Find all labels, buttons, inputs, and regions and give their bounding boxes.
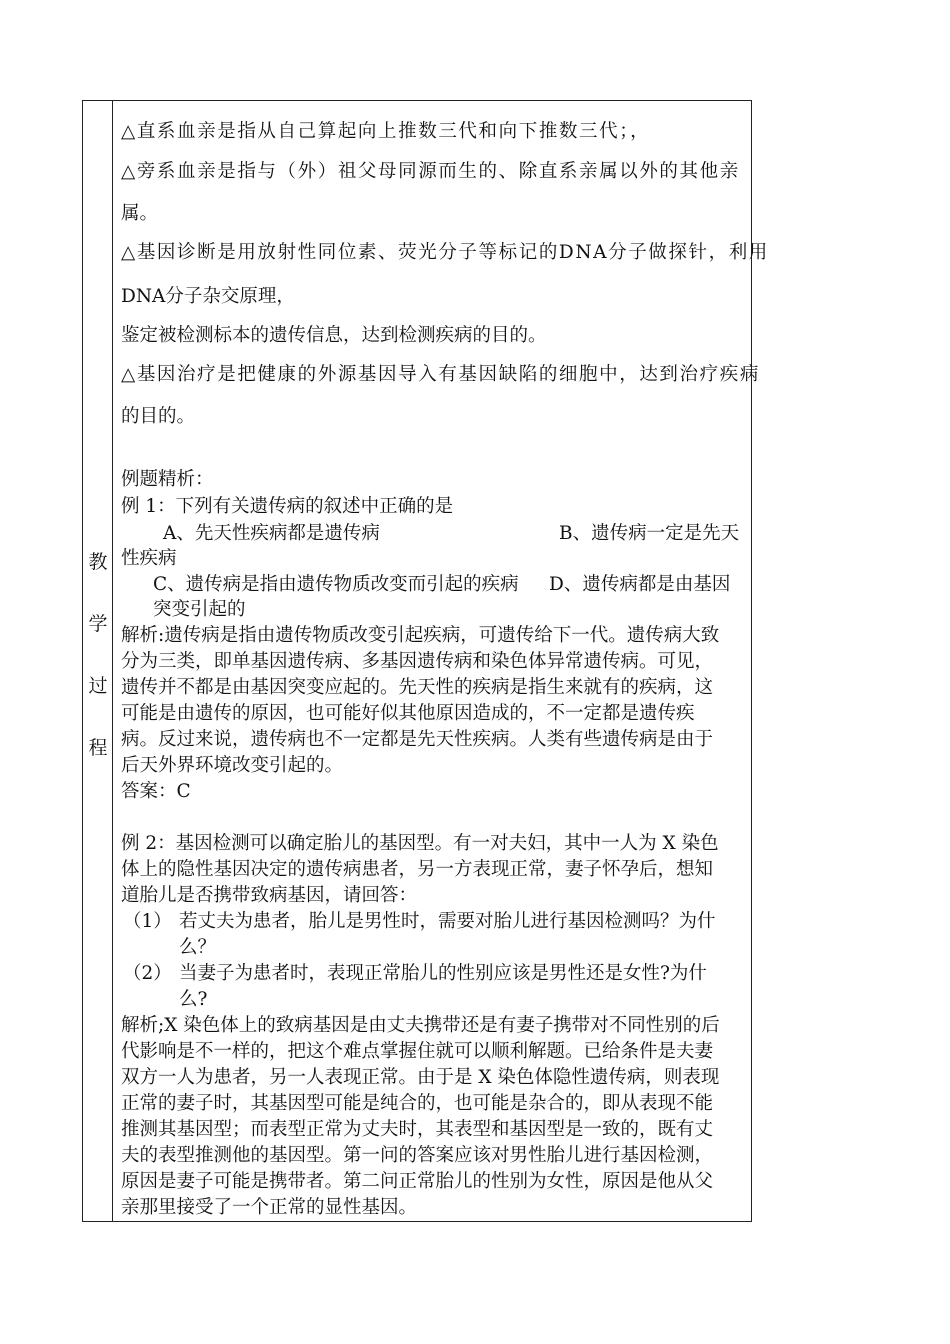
text-line: △基因诊断是用放射性同位素、荧光分子等标记的DNA分子做探针，利用: [121, 242, 769, 263]
text-line: 体上的隐性基因决定的遗传病患者，另一方表现正常，妻子怀孕后，想知: [121, 859, 714, 880]
lesson-table: [82, 100, 769, 1222]
text-line: 原因是妻子可能是携带者。第二问正常胎儿的性别为女性，原因是他从父: [121, 1171, 714, 1192]
text-line: 代影响是不一样的，把这个难点掌握住就可以顺利解题。已给条件是夫妻: [121, 1041, 714, 1062]
text-line: 分为三类，即单基因遗传病、多基因遗传病和染色体异常遗传病。可见，: [121, 651, 714, 672]
section-heading: 例题精析：: [121, 469, 214, 490]
sub-question-text: 么?: [179, 989, 208, 1010]
option-a: A、先天性疾病都是遗传病: [163, 523, 380, 544]
sub-question-text: 么？: [179, 937, 217, 958]
text-line: 夫的表型推测他的基因型。第一问的答案应该对男性胎儿进行基因检测，: [121, 1145, 714, 1166]
sub-question-text: 当妻子为患者时，表现正常胎儿的性别应该是男性还是女性?为什: [179, 963, 707, 984]
text-line: 道胎儿是否携带致病基因，请回答：: [121, 885, 418, 906]
answer-line: 答案：C: [121, 781, 191, 802]
question-1-stem: 例 1：下列有关遗传病的叙述中正确的是: [121, 496, 454, 517]
option-d: D、遗传病都是由基因: [549, 574, 731, 595]
text-line: 解析;X 染色体上的致病基因是由丈夫携带还是有妻子携带对不同性别的后: [121, 1015, 720, 1036]
text-line: 推测其基因型；而表型正常为丈夫时，其表型和基因型是一致的，既有丈: [121, 1119, 714, 1140]
text-line: 解析:遗传病是指由遗传物质改变引起疾病，可遗传给下一代。遗传病大致: [121, 625, 720, 646]
text-line: 双方一人为患者，另一人表现正常。由于是 X 染色体隐性遗传病，则表现: [121, 1067, 720, 1088]
text-line: 正常的妻子时，其基因型可能是纯合的，也可能是杂合的，即从表现不能: [121, 1093, 714, 1114]
side-label-char: 过: [88, 675, 108, 697]
text-line: 亲那里接受了一个正常的显性基因。: [121, 1197, 418, 1218]
side-label-char: 学: [88, 613, 108, 635]
text-line: 鉴定被检测标本的遗传信息，达到检测疾病的目的。: [121, 325, 547, 346]
text-line: 后天外界环境改变引起的。: [121, 755, 344, 776]
text-line: 的目的。: [121, 406, 196, 427]
text-line: 突变引起的: [153, 599, 246, 620]
sub-question-text: 若丈夫为患者，胎儿是男性时，需要对胎儿进行基因检测吗？为什: [179, 911, 716, 932]
text-line: 可能是由遗传的原因，也可能好似其他原因造成的，不一定都是遗传疾: [121, 703, 695, 724]
text-line: 属。: [121, 203, 159, 224]
option-b: B、遗传病一定是先天: [559, 523, 740, 544]
side-label-char: 教: [88, 551, 108, 573]
text-line: 病。反过来说，遗传病也不一定都是先天性疾病。人类有些遗传病是由于: [121, 729, 714, 750]
text-line: DNA分子杂交原理，: [121, 286, 295, 307]
text-line: 遗传并不都是由基因突变应起的。先天性的疾病是指生来就有的疾病，这: [121, 677, 714, 698]
side-label-column: [83, 101, 113, 1221]
side-label-char: 程: [88, 737, 108, 759]
sub-question-number: （2）: [123, 963, 172, 984]
text-line: 性疾病: [121, 548, 177, 569]
option-c: C、遗传病是指由遗传物质改变而引起的疾病: [153, 574, 519, 595]
text-line: △旁系血亲是指与（外）祖父母同源而生的、除直系亲属以外的其他亲: [121, 161, 740, 182]
sub-question-number: （1）: [123, 911, 172, 932]
text-line: △直系血亲是指从自己算起向上推数三代和向下推数三代；，: [121, 121, 651, 142]
text-line: △基因治疗是把健康的外源基因导入有基因缺陷的细胞中，达到治疗疾病: [121, 364, 760, 385]
question-2-stem: 例 2：基因检测可以确定胎儿的基因型。有一对夫妇，其中一人为 X 染色: [121, 833, 719, 854]
